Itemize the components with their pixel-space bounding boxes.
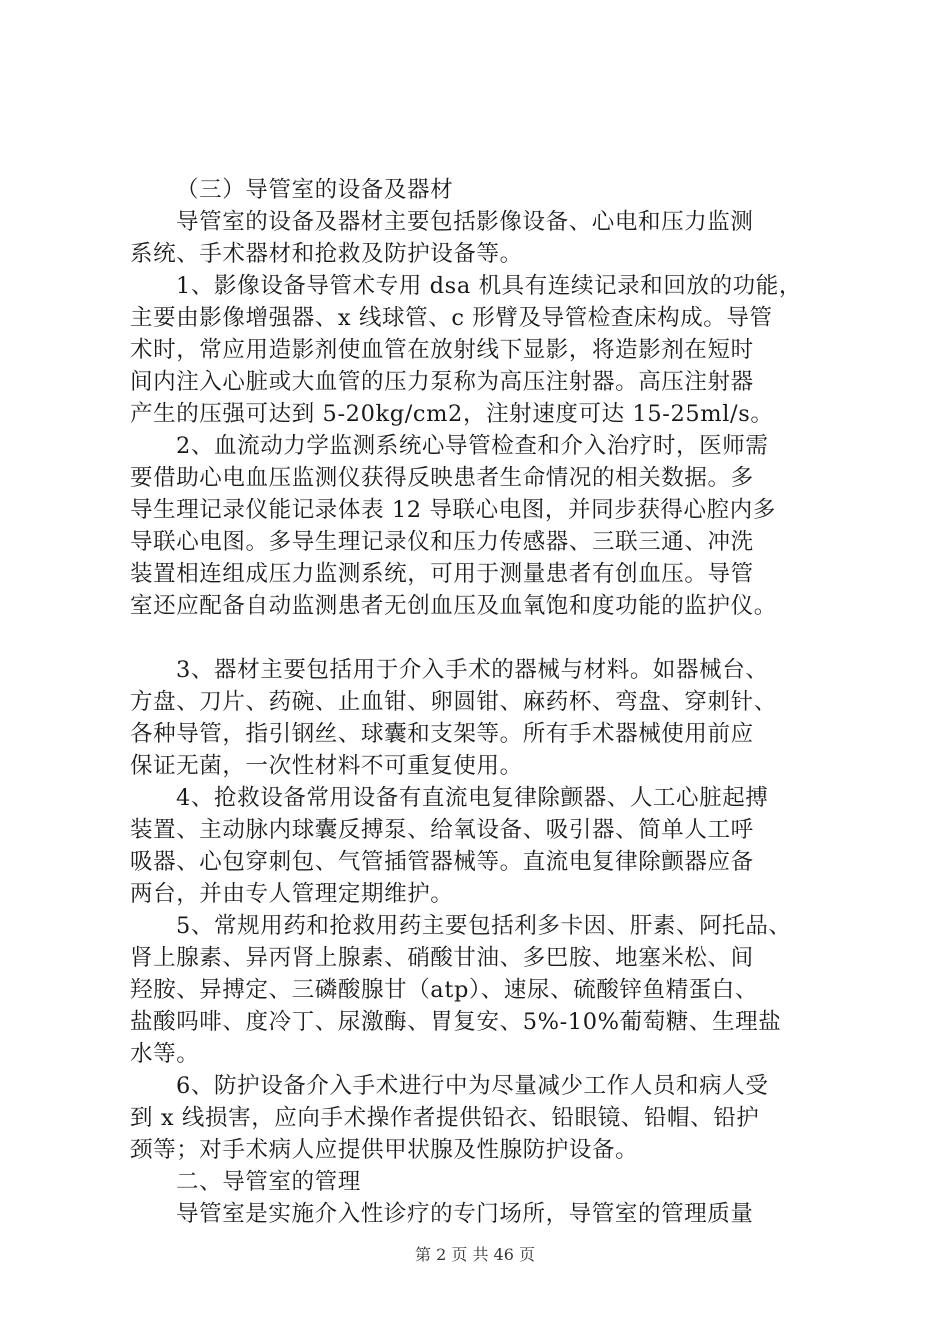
paragraph-line: 1、影像设备导管术专用 dsa 机具有连续记录和回放的功能，	[176, 273, 802, 299]
paragraph-line: 导联心电图。多导生理记录仪和压力传感器、三联三通、冲洗	[130, 529, 754, 555]
paragraph-line: 肾上腺素、异丙肾上腺素、硝酸甘油、多巴胺、地塞米松、间	[130, 945, 754, 971]
paragraph-line: 导管室的设备及器材主要包括影像设备、心电和压力监测	[176, 209, 754, 235]
paragraph-line: 各种导管，指引钢丝、球囊和支架等。所有手术器械使用前应	[130, 721, 754, 747]
paragraph-line: 要借助心电血压监测仪获得反映患者生命情况的相关数据。多	[130, 465, 754, 491]
paragraph-line: 间内注入心脏或大血管的压力泵称为高压注射器。高压注射器	[130, 369, 754, 395]
page-number-footer: 第 2 页 共 46 页	[415, 1245, 535, 1264]
paragraph-line: 3、器材主要包括用于介入手术的器械与材料。如器械台、	[176, 657, 769, 683]
paragraph-line: 2、血流动力学监测系统心导管检查和介入治疗时，医师需	[176, 433, 769, 459]
paragraph-line: 产生的压强可达到 5-20kg/cm2，注射速度可达 15-25ml/s。	[130, 401, 774, 427]
section-heading-management: 二、导管室的管理	[176, 1169, 361, 1195]
paragraph-line: 系统、手术器材和抢救及防护设备等。	[130, 241, 523, 267]
paragraph-line: 羟胺、异搏定、三磷酸腺甘（atp）、速尿、硫酸锌鱼精蛋白、	[130, 977, 759, 1003]
blank-line	[130, 622, 835, 654]
paragraph-line: 5、常规用药和抢救用药主要包括利多卡因、肝素、阿托品、	[176, 913, 792, 939]
paragraph-line: 4、抢救设备常用设备有直流电复律除颤器、人工心脏起搏	[176, 785, 769, 811]
section-heading-equipment: （三）导管室的设备及器材	[176, 177, 454, 203]
paragraph-line: 到 x 线损害，应向手术操作者提供铅衣、铅眼镜、铅帽、铅护	[130, 1105, 760, 1131]
paragraph-line: 导生理记录仪能记录体表 12 导联心电图，并同步获得心腔内多	[130, 497, 776, 523]
paragraph-line: 术时，常应用造影剂使血管在放射线下显影，将造影剂在短时	[130, 337, 754, 363]
paragraph-line: 吸器、心包穿刺包、气管插管器械等。直流电复律除颤器应备	[130, 849, 754, 875]
paragraph-line: 装置相连组成压力监测系统，可用于测量患者有创血压。导管	[130, 561, 754, 587]
paragraph-line: 盐酸吗啡、度冷丁、尿激酶、胃复安、5%-10%葡萄糖、生理盐	[130, 1009, 782, 1035]
paragraph-line: 装置、主动脉内球囊反搏泵、给氧设备、吸引器、简单人工呼	[130, 817, 754, 843]
paragraph-line: 主要由影像增强器、x 线球管、c 形臂及导管检查床构成。导管	[130, 305, 773, 331]
paragraph-line: 6、防护设备介入手术进行中为尽量减少工作人员和病人受	[176, 1073, 769, 1099]
paragraph-line: 导管室是实施介入性诊疗的专门场所，导管室的管理质量	[176, 1201, 754, 1227]
paragraph-line: 保证无菌，一次性材料不可重复使用。	[130, 753, 523, 779]
paragraph-line: 颈等；对手术病人应提供甲状腺及性腺防护设备。	[130, 1137, 639, 1163]
paragraph-line: 两台，并由专人管理定期维护。	[130, 881, 454, 907]
paragraph-line: 方盘、刀片、药碗、止血钳、卵圆钳、麻药杯、弯盘、穿刺针、	[130, 689, 777, 715]
paragraph-line: 室还应配备自动监测患者无创血压及血氧饱和度功能的监护仪。	[130, 593, 777, 619]
document-body	[130, 174, 835, 1230]
paragraph-line: 水等。	[130, 1041, 200, 1067]
